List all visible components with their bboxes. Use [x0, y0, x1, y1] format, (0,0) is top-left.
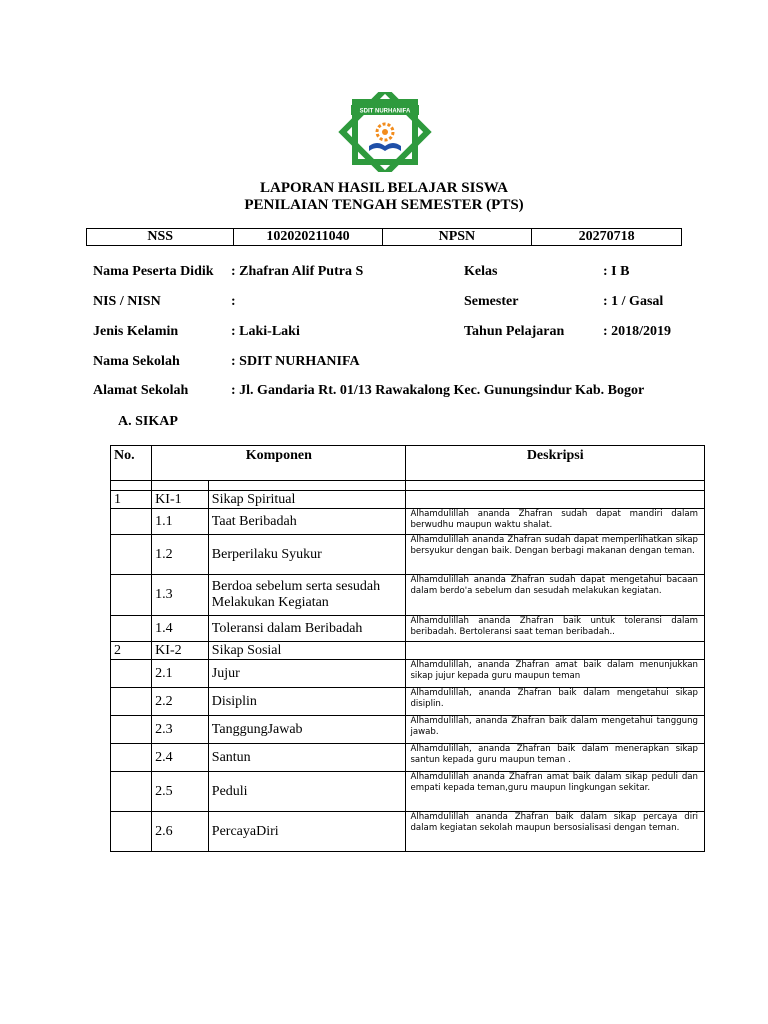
sekolah-label: Nama Sekolah [93, 354, 180, 369]
table-row [111, 575, 705, 616]
row-code: 1.3 [152, 575, 209, 616]
row-name: Santun [208, 744, 406, 772]
table-row [111, 688, 705, 716]
row-desc: Alhamdulillah ananda Zhafran sudah dapat mandiri dalam berwudhu maupun waktu shalat. [406, 509, 705, 535]
tahun-label: Tahun Pelajaran [464, 324, 565, 339]
school-id-table [86, 228, 682, 246]
row-code: 1.1 [152, 509, 209, 535]
group-code: KI-1 [152, 491, 209, 509]
row-desc: Alhamdulillah ananda Zhafran sudah dapat mengetahui bacaan dalam berdo'a sebelum dan sesudah melakukan kegiatan. [406, 575, 705, 616]
logo-text: SDIT NURHANIFA [359, 108, 411, 115]
nama-value: : Zhafran Alif Putra S [231, 264, 364, 279]
row-name: Disiplin [208, 688, 406, 716]
nss-label: NSS [87, 229, 234, 246]
table-row [111, 535, 705, 575]
row-code: 1.2 [152, 535, 209, 575]
table-row [111, 812, 705, 852]
kelas-label: Kelas [464, 264, 498, 279]
spacer-row [111, 481, 705, 491]
group-name: Sikap Spiritual [208, 491, 406, 509]
sikap-table [110, 445, 705, 852]
nama-label: Nama Peserta Didik [93, 264, 214, 279]
semester-value: : 1 / Gasal [603, 294, 664, 309]
row-desc: Alhamdulillah ananda Zhafran sudah dapat memperlihatkan sikap bersyukur dengan baik. Dengan berbagi makanan dengan teman. [406, 535, 705, 575]
row-name: Peduli [208, 772, 406, 812]
group-row-ki1 [111, 491, 705, 509]
header-komponen: Komponen [152, 446, 406, 481]
npsn-value: 20270718 [532, 229, 682, 246]
report-title [0, 180, 768, 214]
kelas-value: : I B [603, 264, 630, 279]
alamat-value: : Jl. Gandaria Rt. 01/13 Rawakalong Kec. Gunungsindur Kab. Bogor [231, 383, 645, 398]
npsn-label: NPSN [382, 229, 532, 246]
tahun-value: : 2018/2019 [603, 324, 672, 339]
section-a-heading: A. SIKAP [118, 414, 178, 429]
nss-value: 102020211040 [234, 229, 382, 246]
table-row [111, 616, 705, 642]
table-row [111, 509, 705, 535]
row-name: PercayaDiri [208, 812, 406, 852]
semester-label: Semester [464, 294, 519, 309]
row-desc: Alhamdulillah, ananda Zhafran amat baik dalam menunjukkan sikap jujur kepada guru maupun teman [406, 660, 705, 688]
row-desc: Alhamdulillah, ananda Zhafran baik dalam mengetahui tanggung jawab. [406, 716, 705, 744]
row-desc: Alhamdulillah, ananda Zhafran baik dalam menerapkan sikap santun kepada guru maupun teman . [406, 744, 705, 772]
sekolah-value: : SDIT NURHANIFA [231, 354, 360, 369]
jenis-kelamin-label: Jenis Kelamin [93, 324, 179, 339]
header-no: No. [111, 446, 152, 481]
row-name: Berdoa sebelum serta sesudah Melakukan Kegiatan [208, 575, 406, 616]
nis-label: NIS / NISN [93, 294, 161, 309]
row-name: TanggungJawab [208, 716, 406, 744]
table-row [111, 772, 705, 812]
row-name: Taat Beribadah [208, 509, 406, 535]
table-row [111, 744, 705, 772]
row-code: 2.2 [152, 688, 209, 716]
row-desc: Alhamdulillah, ananda Zhafran baik dalam mengetahui sikap disiplin. [406, 688, 705, 716]
nis-value: : [231, 294, 236, 309]
row-code: 2.6 [152, 812, 209, 852]
row-name: Berperilaku Syukur [208, 535, 406, 575]
row-code: 2.4 [152, 744, 209, 772]
row-name: Jujur [208, 660, 406, 688]
row-code: 2.5 [152, 772, 209, 812]
table-row [111, 716, 705, 744]
header-deskripsi: Deskripsi [406, 446, 705, 481]
group-code: KI-2 [152, 642, 209, 660]
row-desc: Alhamdulillah ananda Zhafran amat baik dalam sikap peduli dan empati kepada teman,guru maupun lingkungan sekitar. [406, 772, 705, 812]
row-code: 2.3 [152, 716, 209, 744]
row-code: 1.4 [152, 616, 209, 642]
group-name: Sikap Sosial [208, 642, 406, 660]
row-desc: Alhamdulillah ananda Zhafran baik dalam sikap percaya diri dalam kegiatan sekolah maupun bersosialisasi dengan teman. [406, 812, 705, 852]
jenis-kelamin-value: : Laki-Laki [231, 324, 300, 339]
title-line-1: LAPORAN HASIL BELAJAR SISWA [260, 180, 508, 196]
row-code: 2.1 [152, 660, 209, 688]
title-line-2: PENILAIAN TENGAH SEMESTER (PTS) [244, 197, 524, 213]
alamat-label: Alamat Sekolah [93, 383, 189, 398]
table-row [111, 660, 705, 688]
group-row-ki2 [111, 642, 705, 660]
row-name: Toleransi dalam Beribadah [208, 616, 406, 642]
group-no: 1 [111, 491, 152, 509]
school-logo [335, 92, 435, 172]
group-no: 2 [111, 642, 152, 660]
row-desc: Alhamdulillah ananda Zhafran baik untuk toleransi dalam beribadah. Bertoleransi saat teman beribadah.. [406, 616, 705, 642]
